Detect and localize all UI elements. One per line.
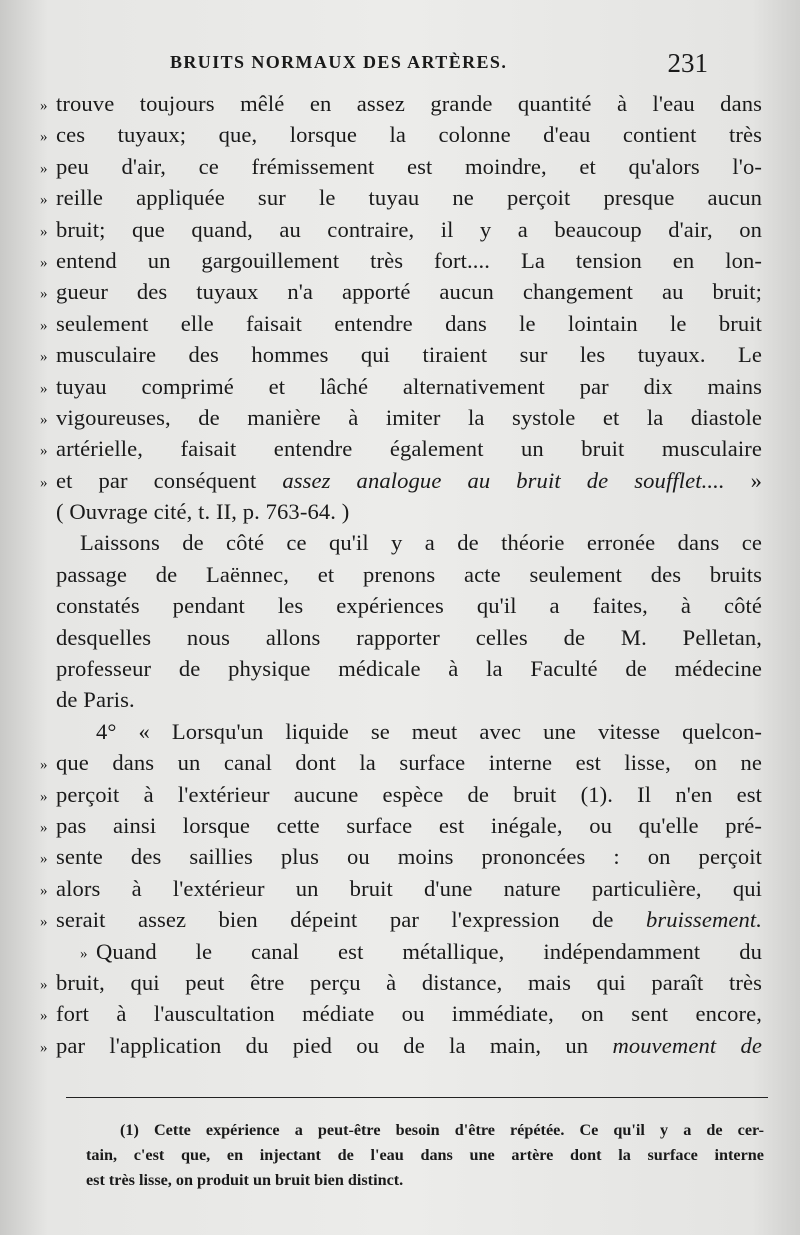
paragraph-line: desquelles nous allons rapporter celles de M. Pelletan, [56,624,762,650]
text-line: » ces tuyaux; que, lorsque la colonne d'eau contient très [40,119,762,150]
quote-mark: » [40,98,48,114]
footnote-line: est très lisse, on produit un bruit bien distinct. [86,1170,404,1189]
quote-mark: » [40,286,48,303]
citation: ( Ouvrage cité, t. II, p. 763-64. ) [56,499,350,525]
quote-mark: » [40,757,48,774]
text-line: » pas ainsi lorsque cette surface est inégale, ou qu'elle pré- [40,810,762,841]
text-line: » perçoit à l'extérieur aucune espèce de bruit (1). Il n'en est [40,779,762,810]
footnote-rule [66,1097,768,1098]
text-line: » par l'application du pied ou de la main, un mouvement de [40,1030,762,1061]
text-line: » que dans un canal dont la surface interne est lisse, on ne [40,747,762,778]
footnote-line: tain, c'est que, en injectant de l'eau dans une artère dont la surface interne [86,1145,764,1164]
italic-phrase: mouvement de [612,1032,763,1058]
quote-mark: » [40,380,48,397]
paragraph-line: passage de Laënnec, et prenons acte seulement des bruits [56,561,762,587]
paragraph-line: Laissons de côté ce qu'il y a de théorie erronée dans ce [80,530,762,556]
quote-mark: » [40,443,48,460]
quote-mark: » [40,819,48,836]
quote-mark: » [40,914,48,931]
page-number: 231 [667,48,708,78]
text-line: » Quand le canal est métallique, indépendamment du [40,936,762,967]
italic-word: bruissement. [645,907,763,933]
footnote-line: (1) Cette expérience a peut-être besoin d'être répétée. Ce qu'il y a de cer- [120,1121,764,1139]
quote-mark: » [40,882,48,899]
quote-mark: » [40,474,48,491]
main-text [40,88,762,1061]
closing-quote: » [750,467,762,493]
quote-mark: » [40,254,48,271]
quote-mark: » [40,976,48,993]
quote-mark: » [40,317,48,334]
text-line: » bruit; que quand, au contraire, il y a beaucoup d'air, on [40,214,762,245]
footnote [86,1118,764,1192]
text-line: » gueur des tuyaux n'a apporté aucun changement au bruit; [40,276,762,307]
page-header [0,48,800,82]
text-line: » bruit, qui peut être perçu à distance, mais qui paraît très [40,967,762,998]
quote-mark: » [80,945,88,962]
italic-phrase: assez analogue au bruit de soufflet.... [282,467,725,493]
quote-mark: » [40,349,48,366]
text-line: » alors à l'extérieur un bruit d'une nature particulière, qui [40,873,762,904]
quote-mark: » [40,788,48,805]
text-line: » musculaire des hommes qui tiraient sur les tuyaux. Le [40,339,762,370]
running-title: BRUITS NORMAUX DES ARTÈRES. [170,52,508,72]
text-line: » sente des saillies plus ou moins prononcées : on perçoit [40,841,762,872]
quote-mark: » [40,1039,48,1056]
paragraph-line: de Paris. [56,687,135,713]
text-line: » entend un gargouillement très fort.... La tension en lon- [40,245,762,276]
paragraph-line: 4° « Lorsqu'un liquide se meut avec une vitesse quelcon- [96,718,762,744]
text-line: » tuyau comprimé et lâché alternativement par dix mains [40,371,762,402]
paragraph-line: professeur de physique médicale à la Faculté de médecine [56,656,762,682]
quote-mark: » [40,411,48,428]
text-line: » reille appliquée sur le tuyau ne perçoit presque aucun [40,182,762,213]
text-line: » serait assez bien dépeint par l'expression de bruissement. [40,904,762,935]
paragraph-line: constatés pendant les expériences qu'il a faites, à côté [56,593,762,619]
quote-mark: » [40,223,48,240]
text-line: » peu d'air, ce frémissement est moindre, et qu'alors l'o- [40,151,762,182]
quote-mark: » [40,192,48,209]
quote-mark: » [40,160,48,177]
text-line: » artérielle, faisait entendre également un bruit musculaire [40,433,762,464]
quote-mark: » [40,129,48,146]
text-line: » et par conséquent assez analogue au bruit de soufflet.... » [40,465,762,496]
text-line: » vigoureuses, de manière à imiter la systole et la diastole [40,402,762,433]
text-line: » fort à l'auscultation médiate ou immédiate, on sent encore, [40,998,762,1029]
text-line: » trouve toujours mêlé en assez grande quantité à l'eau dans [40,88,762,119]
quote-mark: » [40,1008,48,1025]
quote-mark: » [40,851,48,868]
text-line: » seulement elle faisait entendre dans le lointain le bruit [40,308,762,339]
